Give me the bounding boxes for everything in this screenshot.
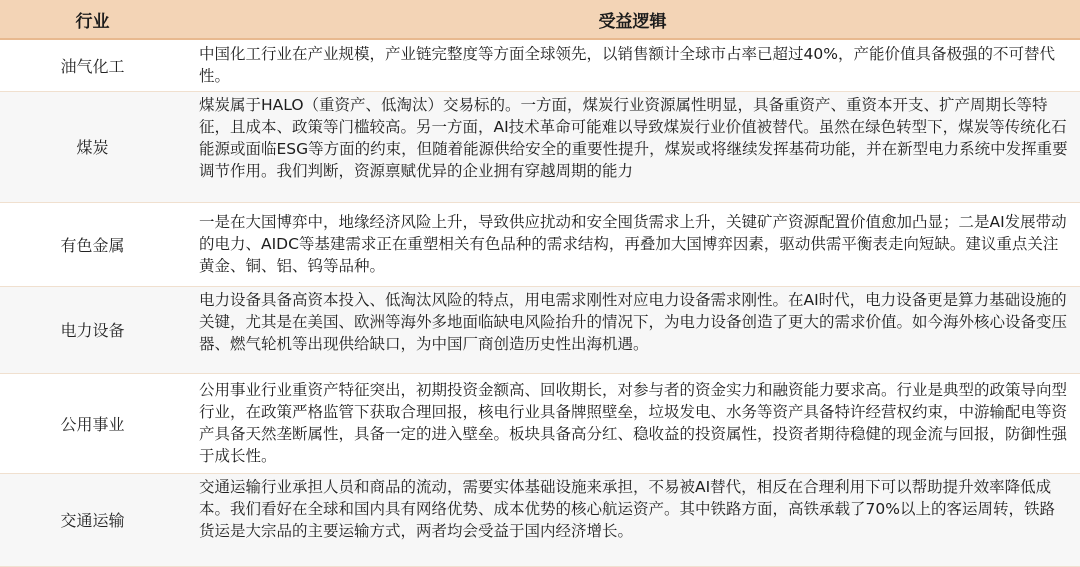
industry-cell: 电力设备: [0, 286, 185, 373]
logic-text: 煤炭属于HALO（重资产、低淘汰）交易标的。一方面，煤炭行业资源属性明显，具备重资产、重资本开支、扩产周期长等特征，且成本、政策等门槛较高。另一方面，AI技术革命可能难以导致煤炭行业价值被替代。虽然在绿色转型下，煤炭等传统化石能源或面临ESG等方面的约束，但随着能源供给安全的重要性提升，煤炭或将继续发挥基荷功能，并在新型电力系统中发挥重要调节作用。我们判断，资源禀赋优异的企业拥有穿越周期的能力: [199, 95, 1068, 180]
logic-text: 公用事业行业重资产特征突出，初期投资金额高、回收期长，对参与者的资金实力和融资能力要求高。行业是典型的政策导向型行业，在政策严格监管下获取合理回报，核电行业具备牌照壁垒，垃圾发电、水务等资产具备特许经营权约束，中游输配电等资产具备天然垄断属性，具备一定的进入壁垒。板块具备高分红、稳收益的投资属性，投资者期待稳健的现金流与回报，防御性强于成长性。: [199, 381, 1068, 465]
logic-cell: [185, 39, 1080, 91]
logic-cell: [185, 473, 1080, 566]
industry-cell: 油气化工: [0, 39, 185, 91]
logic-cell: [185, 286, 1080, 373]
logic-text: 中国化工行业在产业规模，产业链完整度等方面全球领先，以销售额计全球市占率已超过40%，产能价值具备极强的不可替代性。: [199, 45, 1055, 86]
logic-text: 一是在大国博弈中，地缘经济风险上升，导致供应扰动和安全囤货需求上升，关键矿产资源配置价值愈加凸显；二是AI发展带动的电力、AIDC等基建需求正在重塑相关有色品种的需求结构，再叠加大国博弈因素，驱动供需平衡表走向短缺。建议重点关注黄金、铜、铝、钨等品种。: [199, 213, 1067, 275]
table-row: [0, 373, 1080, 473]
logic-cell: [185, 91, 1080, 202]
industry-cell: 公用事业: [0, 373, 185, 473]
table-row: [0, 39, 1080, 91]
table-header-row: [0, 0, 1080, 39]
header-industry: 行业: [0, 0, 185, 39]
logic-cell: [185, 373, 1080, 473]
table-row: [0, 91, 1080, 202]
table-row: [0, 473, 1080, 566]
table-row: [0, 286, 1080, 373]
logic-text: 电力设备具备高资本投入、低淘汰风险的特点，用电需求刚性对应电力设备需求刚性。在AI时代，电力设备更是算力基础设施的关键，尤其是在美国、欧洲等海外多地面临缺电风险抬升的情况下，为电力设备创造了更大的需求价值。如今海外核心设备变压器、燃气轮机等出现供给缺口，为中国厂商创造历史性出海机遇。: [199, 290, 1068, 353]
industry-cell: 有色金属: [0, 202, 185, 286]
logic-cell: [185, 202, 1080, 286]
table-row: [0, 202, 1080, 286]
header-logic: 受益逻辑: [185, 0, 1080, 39]
industry-cell: 煤炭: [0, 91, 185, 202]
industry-cell: 交通运输: [0, 473, 185, 566]
logic-text: 交通运输行业承担人员和商品的流动，需要实体基础设施来承担，不易被AI替代，相反在合理利用下可以帮助提升效率降低成本。我们看好在全球和国内具有网络优势、成本优势的核心航运资产。其中铁路方面，高铁承载了70%以上的客运周转，铁路货运是大宗品的主要运输方式，两者均会受益于国内经济增长。: [199, 477, 1055, 540]
